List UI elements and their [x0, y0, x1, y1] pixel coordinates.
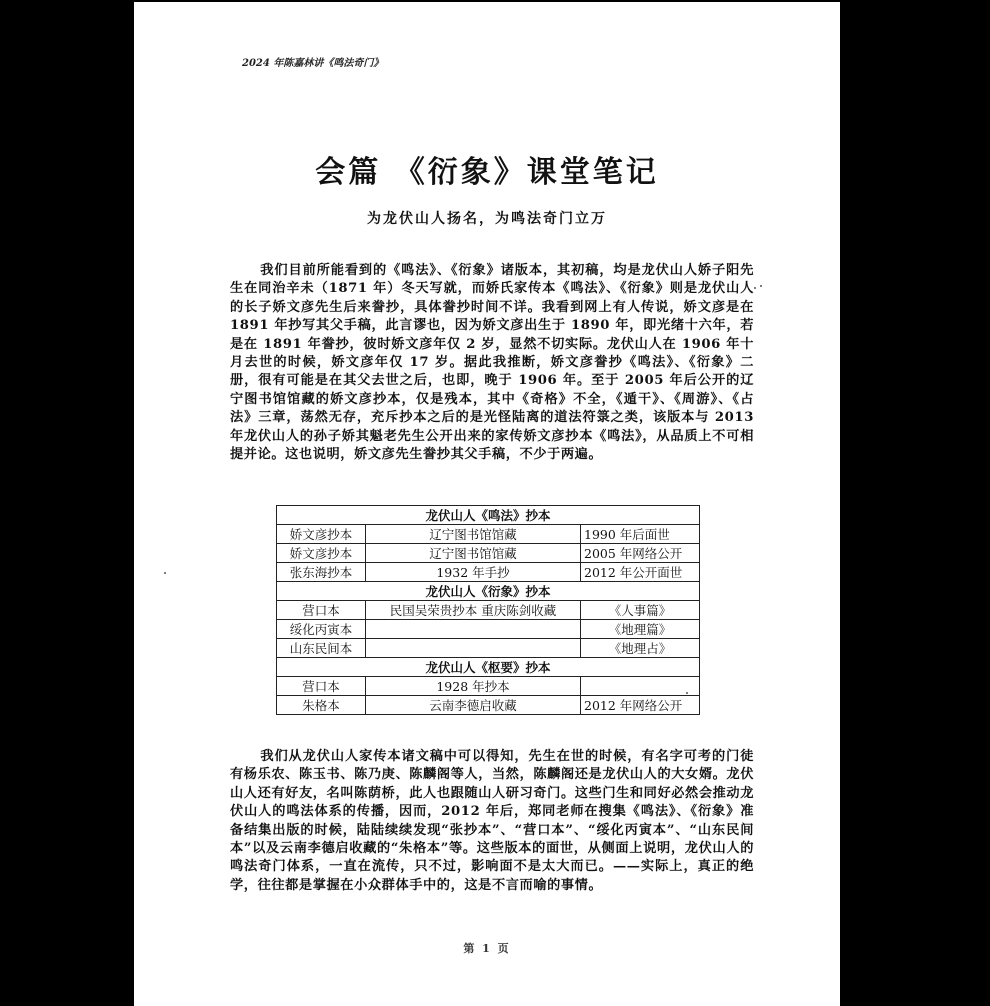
cell-note: 《地理篇》 — [581, 620, 700, 639]
cell-source: 云南李德启收藏 — [366, 696, 581, 715]
cell-copy: 张东海抄本 — [277, 563, 366, 582]
cell-source: 辽宁图书馆馆藏 — [366, 525, 581, 544]
page-number: 第 1 页 — [463, 942, 511, 955]
cell-source: 1928 年抄本 — [366, 677, 581, 696]
cell-copy: 营口本 — [277, 601, 366, 620]
cell-note: 《人事篇》 — [581, 601, 700, 620]
body-paragraph-1 — [230, 262, 754, 464]
scan-speck — [754, 287, 756, 289]
cell-copy: 山东民间本 — [277, 639, 366, 658]
group-heading: 龙伏山人《鸣法》抄本 — [277, 506, 700, 525]
table-group-heading — [277, 506, 700, 525]
scan-speck — [760, 285, 762, 287]
running-header: 2024 年陈嘉林讲《鸣法奇门》 — [242, 58, 384, 69]
scan-speck — [686, 692, 688, 694]
document-page — [134, 2, 840, 1006]
cell-note: 1990 年后面世 — [581, 525, 700, 544]
table-row — [277, 620, 700, 639]
paragraph-text: 我们目前所能看到的《鸣法》、《衍象》诸版本，其初稿，均是龙伏山人娇子阳先生在同治辛未（1871 年）冬天写就，而娇氏家传本《鸣法》、《衍象》则是龙伏山人的长子娇文彦先生后来誊抄，具体誊抄时间不详。我看到网上有人传说，娇文彦是在 1891 年抄写其父手稿，此言谬也，因为娇文彦出生于 1890 年，即光绪十六年，若是在 1891 年誊抄，彼时娇文彦年仅 2 岁，显然不切实际。龙伏山人在 1906 年十月去世的时候，娇文彦年仅 17 岁。据此我推断，娇文彦誊抄《鸣法》、《衍象》二册，很有可能是在其父去世之后，也即，晚于 1906 年。至于 2005 年后公开的辽宁图书馆馆藏的娇文彦抄本，仅是残本，其中《奇格》不全，《遁干》、《周游》、《占法》三章，荡然无存，充斥抄本之后的是光怪陆离的道法符箓之类，该版本与 2013 年龙伏山人的孙子娇其魁老先生公开出来的家传娇文彦抄本《鸣法》，从品质上不可相提并论。这也说明，娇文彦先生誊抄其父手稿，不少于两遍。 — [230, 263, 754, 463]
group-heading: 龙伏山人《衍象》抄本 — [277, 582, 700, 601]
table-group-heading — [277, 658, 700, 677]
cell-source: 1932 年手抄 — [366, 563, 581, 582]
page-title: 会篇 《衍象》课堂笔记 — [315, 155, 659, 190]
table-row — [277, 677, 700, 696]
page-subtitle: 为龙伏山人扬名，为鸣法奇门立万 — [367, 211, 607, 227]
table-row — [277, 563, 700, 582]
cell-copy: 朱格本 — [277, 696, 366, 715]
paragraph-text: 我们从龙伏山人家传本诸文稿中可以得知，先生在世的时候，有名字可考的门徒有杨乐农、陈玉书、陈乃庚、陈麟阁等人，当然，陈麟阁还是龙伏山人的大女婿。龙伏山人还有好友，名叫陈荫桥，此人也跟随山人研习奇门。这些门生和同好必然会推动龙伏山人的鸣法体系的传播，因而，2012 年后，郑同老师在搜集《鸣法》、《衍象》准备结集出版的时候，陆陆续续发现“张抄本”、“营口本”、“绥化丙寅本”、“山东民间本”以及云南李德启收藏的“朱格本”等。这些版本的面世，从侧面上说明，龙伏山人的鸣法奇门体系，一直在流传，只不过，影响面不是太大而已。——实际上，真正的绝学，往往都是掌握在小众群体手中的，这是不言而喻的事情。 — [230, 749, 754, 893]
manuscript-versions-table — [276, 505, 700, 715]
cell-source: 民国吴荣贵抄本 重庆陈剑收藏 — [366, 601, 581, 620]
table-group-heading — [277, 582, 700, 601]
cell-source — [366, 639, 581, 658]
group-heading: 龙伏山人《枢要》抄本 — [277, 658, 700, 677]
cell-copy: 绥化丙寅本 — [277, 620, 366, 639]
cell-note — [581, 677, 700, 696]
table-row — [277, 696, 700, 715]
body-paragraph-2 — [230, 748, 754, 895]
cell-copy: 娇文彦抄本 — [277, 544, 366, 563]
cell-copy: 娇文彦抄本 — [277, 525, 366, 544]
cell-note: 《地理占》 — [581, 639, 700, 658]
cell-note: 2012 年公开面世 — [581, 563, 700, 582]
table-row — [277, 639, 700, 658]
cell-copy: 营口本 — [277, 677, 366, 696]
table-row — [277, 601, 700, 620]
table-row — [277, 525, 700, 544]
cell-note: 2005 年网络公开 — [581, 544, 700, 563]
cell-source: 辽宁图书馆馆藏 — [366, 544, 581, 563]
table-row — [277, 544, 700, 563]
cell-source — [366, 620, 581, 639]
scan-speck — [164, 572, 166, 574]
cell-note: 2012 年网络公开 — [581, 696, 700, 715]
